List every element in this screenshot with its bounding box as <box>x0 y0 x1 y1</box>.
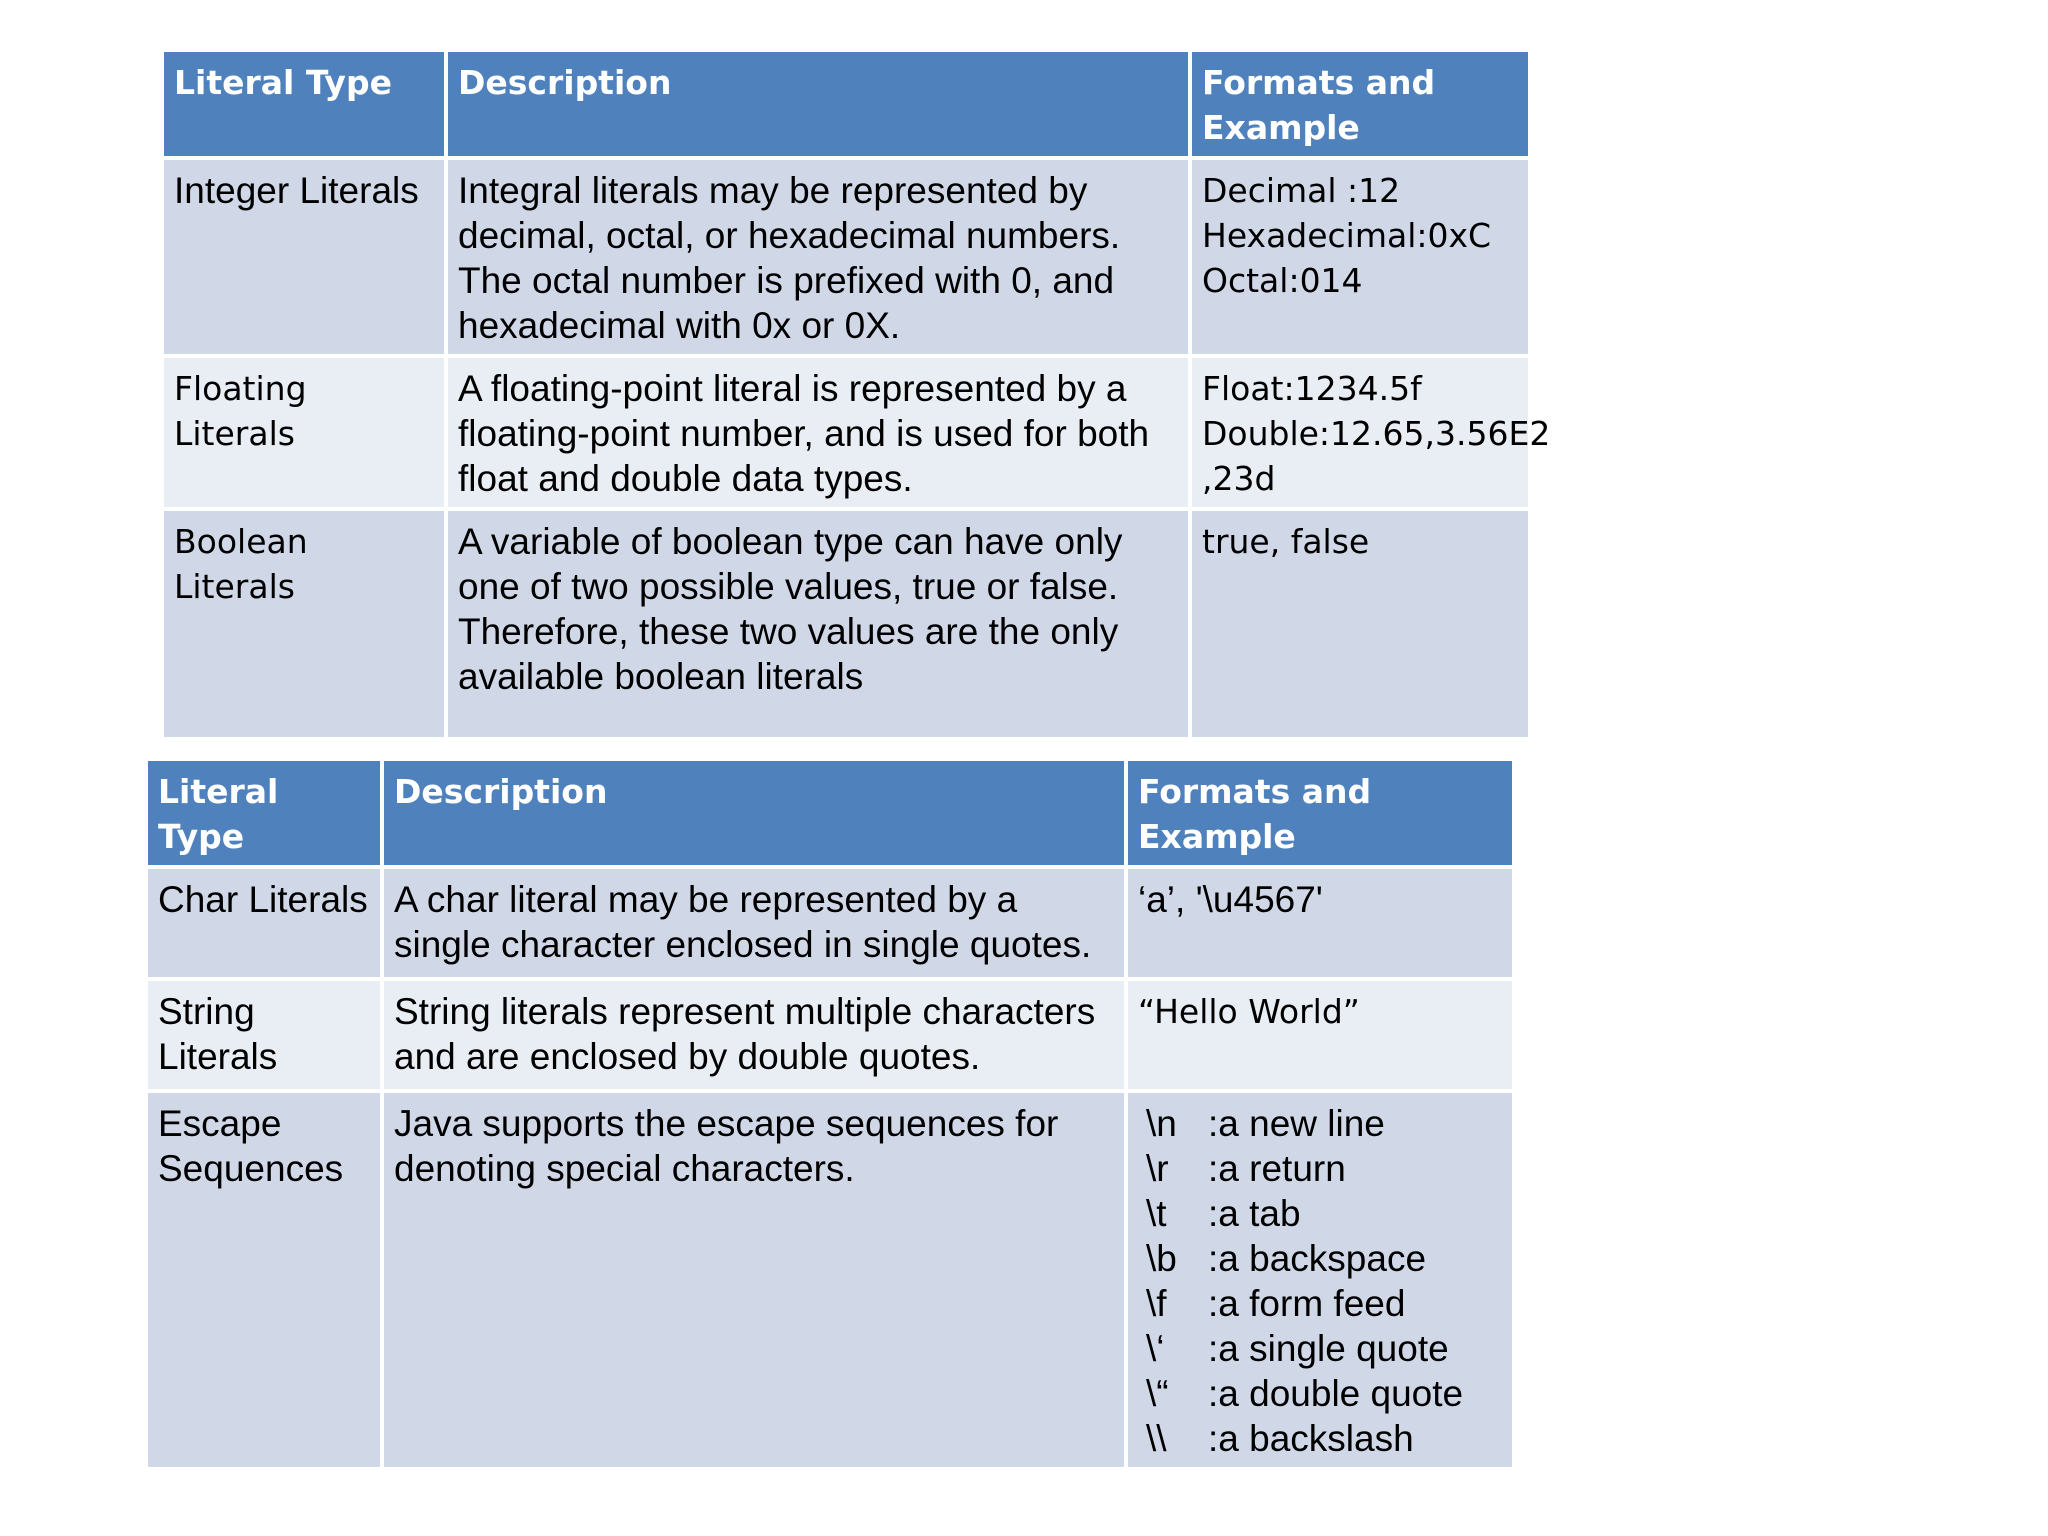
escape-code: \f <box>1146 1283 1167 1324</box>
literals-table-1 <box>160 48 1551 741</box>
example-line: Octal:014 <box>1202 261 1363 300</box>
row-type: Boolean Literals <box>162 509 446 739</box>
example-line: true, false <box>1202 522 1370 561</box>
header-formats-example: Formats and Example <box>1126 759 1514 867</box>
escape-item <box>1138 1281 1502 1326</box>
table-row <box>162 356 1530 509</box>
escape-list <box>1126 1091 1514 1469</box>
escape-code: \\ <box>1146 1418 1167 1459</box>
row-type: Floating Literals <box>162 356 446 509</box>
table-row <box>146 1091 1514 1469</box>
header-literal-type: Literal Type <box>146 759 382 867</box>
row-examples <box>1126 979 1514 1091</box>
table-row <box>146 867 1514 979</box>
escape-meaning: :a backslash <box>1208 1418 1414 1459</box>
escape-meaning: :a double quote <box>1208 1373 1464 1414</box>
escape-code: \‘ <box>1146 1328 1165 1369</box>
table-header-row <box>146 759 1514 867</box>
escape-item <box>1138 1101 1502 1146</box>
row-description: A floating-point literal is represented by a floating-point number, and is used for both float and double data types. <box>446 356 1190 509</box>
row-examples <box>1190 356 1551 509</box>
row-type: String Literals <box>146 979 382 1091</box>
example-line: Decimal :12 <box>1202 171 1401 210</box>
row-description: A variable of boolean type can have only one of two possible values, true or false. Therefore, these two values are the only available boolean literals <box>446 509 1190 739</box>
table-row <box>162 509 1530 739</box>
example-line: ,23d <box>1202 459 1276 498</box>
example-line: Hexadecimal:0xC <box>1202 216 1492 255</box>
header-literal-type: Literal Type <box>162 50 446 158</box>
header-description: Description <box>382 759 1126 867</box>
row-type: Integer Literals <box>162 158 446 356</box>
escape-item <box>1138 1371 1502 1416</box>
escape-meaning: :a backspace <box>1208 1238 1427 1279</box>
escape-code: \t <box>1146 1193 1167 1234</box>
escape-meaning: :a single quote <box>1208 1328 1449 1369</box>
example-line: Float:1234.5f <box>1202 369 1422 408</box>
row-examples <box>1190 158 1530 356</box>
example-line: “Hello World” <box>1138 992 1360 1031</box>
escape-code: \r <box>1146 1148 1169 1189</box>
escape-meaning: :a new line <box>1208 1103 1385 1144</box>
table-row <box>146 979 1514 1091</box>
escape-code: \n <box>1146 1103 1177 1144</box>
escape-item <box>1138 1416 1502 1461</box>
header-formats-example <box>1190 50 1530 158</box>
header-formats-text: Formats and Example <box>1202 63 1436 147</box>
row-description: Integral literals may be represented by decimal, octal, or hexadecimal numbers. The octal number is prefixed with 0, and hexadecimal with 0x or 0X. <box>446 158 1190 356</box>
escape-meaning: :a tab <box>1208 1193 1301 1234</box>
table-row <box>162 158 1530 356</box>
row-description: Java supports the escape sequences for denoting special characters. <box>382 1091 1126 1469</box>
row-type: Escape Sequences <box>146 1091 382 1469</box>
escape-item <box>1138 1326 1502 1371</box>
escape-meaning: :a return <box>1208 1148 1346 1189</box>
escape-code: \“ <box>1146 1373 1169 1414</box>
row-type: Char Literals <box>146 867 382 979</box>
row-description: String literals represent multiple characters and are enclosed by double quotes. <box>382 979 1126 1091</box>
row-examples <box>1190 509 1530 739</box>
row-examples <box>1126 867 1514 979</box>
row-description: A char literal may be represented by a single character enclosed in single quotes. <box>382 867 1126 979</box>
example-line: Double:12.65,3.56E2 <box>1202 414 1551 453</box>
escape-item <box>1138 1236 1502 1281</box>
escape-item <box>1138 1191 1502 1236</box>
table-header-row <box>162 50 1530 158</box>
escape-item <box>1138 1146 1502 1191</box>
example-line: ‘a’, '\u4567' <box>1138 879 1323 920</box>
literals-table-2 <box>144 757 1516 1471</box>
header-description: Description <box>446 50 1190 158</box>
escape-code: \b <box>1146 1238 1177 1279</box>
escape-meaning: :a form feed <box>1208 1283 1406 1324</box>
